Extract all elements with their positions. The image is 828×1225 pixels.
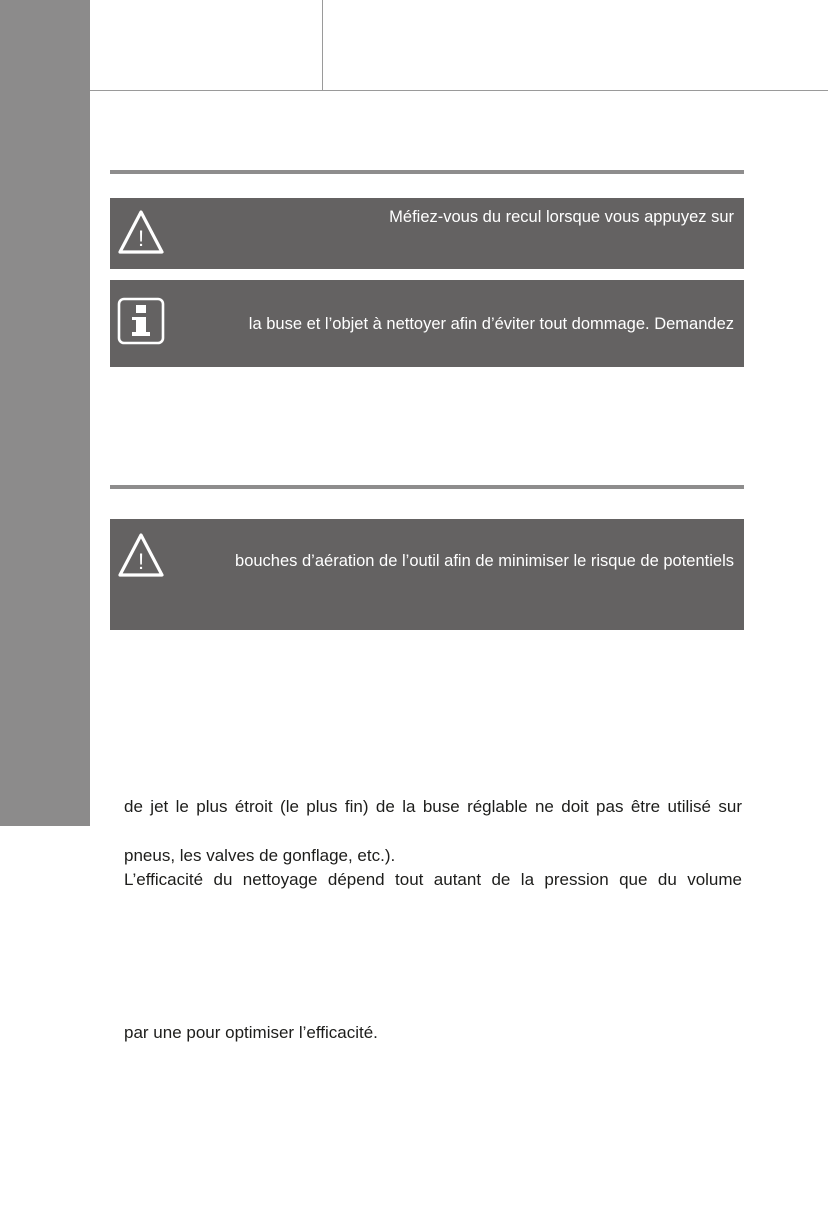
warning-box-recoil xyxy=(110,198,744,269)
header-divider-vertical xyxy=(322,0,323,91)
svg-text:!: ! xyxy=(137,226,145,251)
warning-text: Méfiez-vous du recul lorsque vous appuyez sur xyxy=(389,208,734,226)
info-text: la buse et l’objet à nettoyer afin d’éviter tout dommage. Demandez xyxy=(248,315,734,333)
body-text-line: de jet le plus étroit (le plus fin) de la buse réglable ne doit pas être utilisé sur xyxy=(124,797,742,816)
warning-triangle-icon xyxy=(116,531,166,584)
info-box-damage xyxy=(110,280,744,367)
header-divider-horizontal xyxy=(90,90,828,91)
warning-triangle-icon xyxy=(116,208,166,261)
body-text-line: par une pour optimiser l’efficacité. xyxy=(124,1023,378,1042)
body-text-line: pneus, les valves de gonflage, etc.). xyxy=(124,846,396,865)
warning-box-vents xyxy=(110,519,744,630)
info-icon xyxy=(116,296,166,351)
side-tab-strip xyxy=(0,0,90,826)
section-1-rule xyxy=(110,170,744,174)
section-2-rule xyxy=(110,485,744,489)
svg-text:!: ! xyxy=(137,549,145,574)
warning-text: bouches d’aération de l’outil afin de minimiser le risque de potentiels xyxy=(235,552,734,570)
body-text-line: L’efficacité du nettoyage dépend tout autant de la pression que du volume xyxy=(124,870,742,889)
